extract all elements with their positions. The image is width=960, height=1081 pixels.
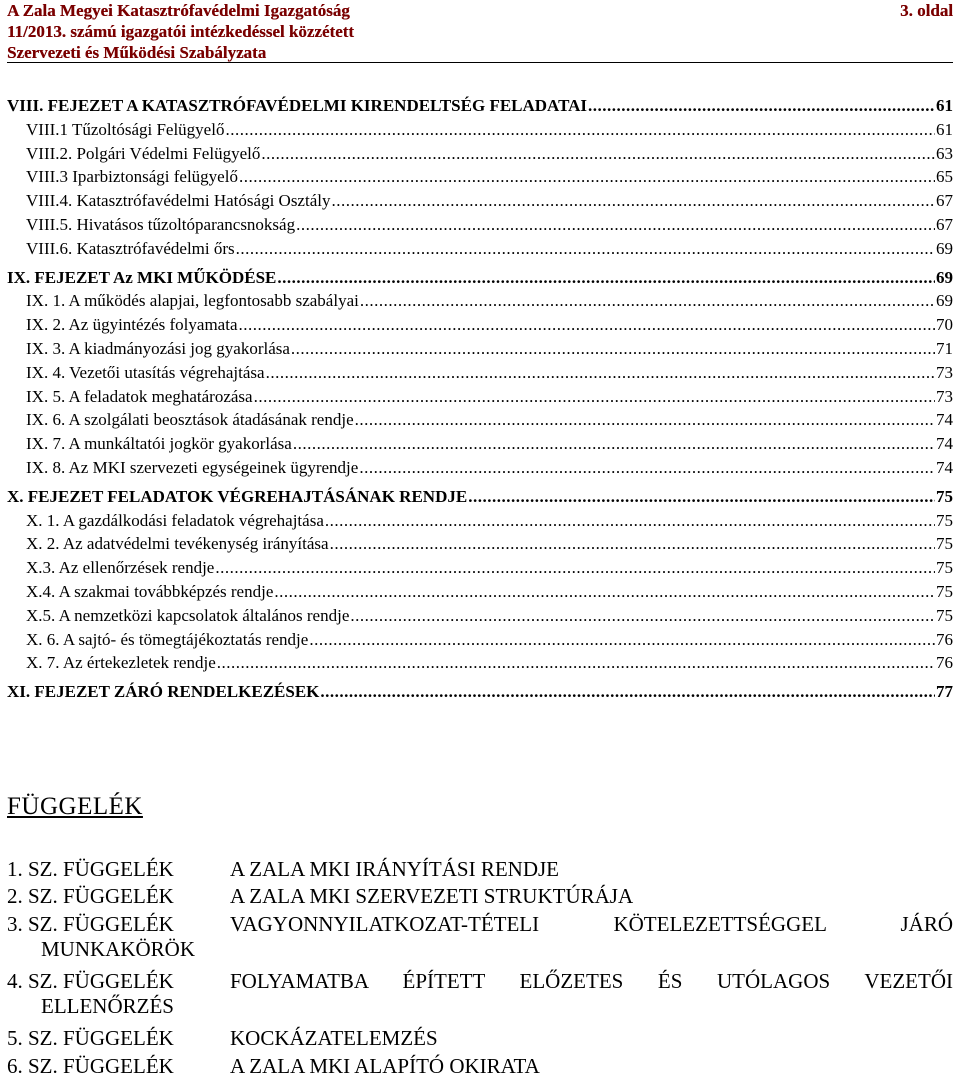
page-header	[7, 0, 953, 63]
toc-entry[interactable]	[7, 215, 953, 239]
toc-page: 74	[936, 410, 953, 430]
appendix-item	[7, 857, 953, 882]
toc-page: 76	[936, 629, 953, 649]
toc-label: IX. 2. Az ügyintézés folyamata	[26, 315, 238, 335]
toc-leader	[359, 458, 935, 478]
toc-page: 75	[936, 558, 953, 578]
toc-leader	[254, 387, 935, 407]
toc-leader	[261, 144, 935, 164]
toc-entry[interactable]	[7, 511, 953, 535]
toc-entry[interactable]	[7, 653, 953, 677]
toc-page: 74	[936, 434, 953, 454]
toc-page: 77	[936, 682, 953, 702]
appendix-title: FOLYAMATBA ÉPÍTETT ELŐZETES ÉS UTÓLAGOS VEZETŐI	[230, 969, 953, 993]
appendix-heading: FÜGGELÉK	[7, 793, 143, 820]
page-number: 3. oldal	[900, 1, 953, 20]
toc-leader	[277, 268, 935, 288]
toc-entry[interactable]	[7, 387, 953, 411]
toc-entry[interactable]	[7, 191, 953, 215]
toc-leader	[350, 606, 935, 626]
toc-entry[interactable]	[7, 558, 953, 582]
toc-leader	[309, 630, 935, 650]
toc-page: 73	[936, 386, 953, 406]
header-line-2	[7, 21, 953, 42]
toc-page: 73	[936, 362, 953, 382]
appendix-number: 6. SZ. FÜGGELÉK	[7, 1054, 174, 1078]
toc-leader	[360, 291, 935, 311]
appendix-item	[7, 884, 953, 909]
toc-page: 75	[936, 605, 953, 625]
toc-leader	[330, 534, 935, 554]
toc-label: IX. 1. A működés alapjai, legfontosabb szabályai	[26, 291, 359, 311]
header-divider	[7, 62, 953, 63]
header-organization: A Zala Megyei Katasztrófavédelmi Igazgatóság	[7, 1, 350, 20]
toc-leader	[331, 191, 935, 211]
toc-leader	[291, 339, 935, 359]
appendix-title: A ZALA MKI SZERVEZETI STRUKTÚRÁJA	[230, 884, 634, 908]
toc-entry[interactable]	[7, 339, 953, 363]
toc-page: 75	[936, 581, 953, 601]
toc-label: VIII.2. Polgári Védelmi Felügyelő	[26, 143, 261, 163]
toc-leader	[236, 239, 935, 259]
table-of-contents	[7, 96, 953, 706]
toc-label: XI. FEJEZET ZÁRÓ RENDELKEZÉSEK	[7, 682, 320, 702]
toc-label: VIII.4. Katasztrófavédelmi Hatósági Osztály	[26, 191, 331, 211]
appendix-title: A ZALA MKI IRÁNYÍTÁSI RENDJE	[230, 857, 559, 881]
toc-page: 61	[936, 96, 953, 115]
toc-page: 75	[936, 486, 953, 506]
toc-label: X. FEJEZET FELADATOK VÉGREHAJTÁSÁNAK RENDJE	[7, 486, 468, 506]
toc-label: X. 1. A gazdálkodási feladatok végrehajtása	[26, 510, 324, 530]
toc-leader	[296, 215, 935, 235]
appendix-title: KOCKÁZATELEMZÉS	[230, 1026, 438, 1050]
toc-entry[interactable]	[7, 458, 953, 482]
toc-leader	[239, 167, 935, 187]
toc-page: 76	[936, 653, 953, 673]
toc-entry[interactable]	[7, 606, 953, 630]
appendix-title: VAGYONNYILATKOZAT-TÉTELI KÖTELEZETTSÉGGEL JÁRÓ	[230, 912, 953, 936]
toc-leader	[225, 120, 935, 140]
toc-label: VIII.5. Hivatásos tűzoltóparancsnokság	[26, 214, 296, 234]
toc-entry[interactable]	[7, 315, 953, 339]
toc-chapter[interactable]	[7, 682, 953, 706]
header-line-1	[7, 0, 953, 21]
toc-page: 61	[936, 119, 953, 139]
toc-page: 65	[936, 167, 953, 187]
appendix-title: A ZALA MKI ALAPÍTÓ OKIRATA	[230, 1054, 540, 1078]
toc-chapter[interactable]	[7, 487, 953, 511]
toc-label: IX. 3. A kiadmányozási jog gyakorlása	[26, 338, 290, 358]
appendix-number: 4. SZ. FÜGGELÉK	[7, 969, 174, 993]
appendix-item	[7, 912, 953, 962]
toc-label: IX. 5. A feladatok meghatározása	[26, 386, 253, 406]
toc-label: VIII. FEJEZET A KATASZTRÓFAVÉDELMI KIRENDELTSÉG FELADATAI	[7, 96, 588, 115]
header-document-title: Szervezeti és Működési Szabályzata	[7, 43, 267, 62]
toc-entry[interactable]	[7, 582, 953, 606]
toc-label: X. 6. A sajtó- és tömegtájékoztatás rendje	[26, 629, 309, 649]
toc-leader	[325, 511, 935, 531]
toc-page: 70	[936, 315, 953, 335]
appendix-title-continuation: ELLENŐRZÉS	[41, 994, 174, 1018]
toc-label: X.4. A szakmai továbbképzés rendje	[26, 581, 274, 601]
appendix-item	[7, 1026, 953, 1051]
toc-label: IX. 7. A munkáltatói jogkör gyakorlása	[26, 434, 292, 454]
appendix-number: 5. SZ. FÜGGELÉK	[7, 1026, 174, 1050]
toc-entry[interactable]	[7, 363, 953, 387]
appendix-title-continuation: MUNKAKÖRÖK	[41, 937, 196, 961]
toc-leader	[217, 653, 935, 673]
toc-leader	[320, 682, 935, 702]
appendix-number: 1. SZ. FÜGGELÉK	[7, 857, 174, 881]
header-decree: 11/2013. számú igazgatói intézkedéssel közzétett	[7, 22, 355, 41]
toc-page: 75	[936, 534, 953, 554]
toc-label: X.3. Az ellenőrzések rendje	[26, 558, 215, 578]
toc-chapter[interactable]	[7, 268, 953, 292]
appendix-item	[7, 969, 953, 1019]
toc-label: VIII.1 Tűzoltósági Felügyelő	[26, 119, 225, 139]
toc-label: X. 7. Az értekezletek rendje	[26, 653, 216, 673]
toc-label: IX. 6. A szolgálati beosztások átadásának rendje	[26, 410, 354, 430]
toc-leader	[215, 558, 935, 578]
toc-entry[interactable]	[7, 144, 953, 168]
appendix-number: 2. SZ. FÜGGELÉK	[7, 884, 174, 908]
toc-label: IX. FEJEZET Az MKI MŰKÖDÉSE	[7, 267, 277, 287]
toc-entry[interactable]	[7, 434, 953, 458]
toc-label: X. 2. Az adatvédelmi tevékenység irányítása	[26, 534, 329, 554]
toc-entry[interactable]	[7, 291, 953, 315]
toc-entry[interactable]	[7, 239, 953, 263]
toc-label: IX. 8. Az MKI szervezeti egységeinek ügyrendje	[26, 457, 359, 477]
toc-entry[interactable]	[7, 410, 953, 434]
toc-label: IX. 4. Vezetői utasítás végrehajtása	[26, 362, 265, 382]
toc-entry[interactable]	[7, 630, 953, 654]
toc-leader	[468, 487, 935, 507]
toc-entry[interactable]	[7, 120, 953, 144]
appendix-number: 3. SZ. FÜGGELÉK	[7, 912, 174, 936]
toc-leader	[266, 363, 935, 383]
toc-page: 69	[936, 267, 953, 287]
toc-leader	[588, 96, 935, 116]
header-line-3	[7, 42, 953, 63]
toc-label: VIII.6. Katasztrófavédelmi őrs	[26, 238, 235, 258]
toc-page: 63	[936, 143, 953, 163]
toc-leader	[293, 434, 935, 454]
appendix-item	[7, 1054, 953, 1079]
toc-leader	[239, 315, 936, 335]
toc-entry[interactable]	[7, 534, 953, 558]
toc-page: 67	[936, 214, 953, 234]
toc-page: 69	[936, 291, 953, 311]
toc-leader	[274, 582, 935, 602]
toc-page: 75	[936, 510, 953, 530]
toc-page: 67	[936, 191, 953, 211]
toc-page: 74	[936, 457, 953, 477]
toc-page: 71	[936, 338, 953, 358]
toc-label: X.5. A nemzetközi kapcsolatok általános rendje	[26, 605, 350, 625]
toc-label: VIII.3 Iparbiztonsági felügyelő	[26, 167, 238, 187]
toc-chapter[interactable]	[7, 96, 953, 120]
toc-entry[interactable]	[7, 167, 953, 191]
toc-page: 69	[936, 238, 953, 258]
toc-leader	[355, 410, 935, 430]
